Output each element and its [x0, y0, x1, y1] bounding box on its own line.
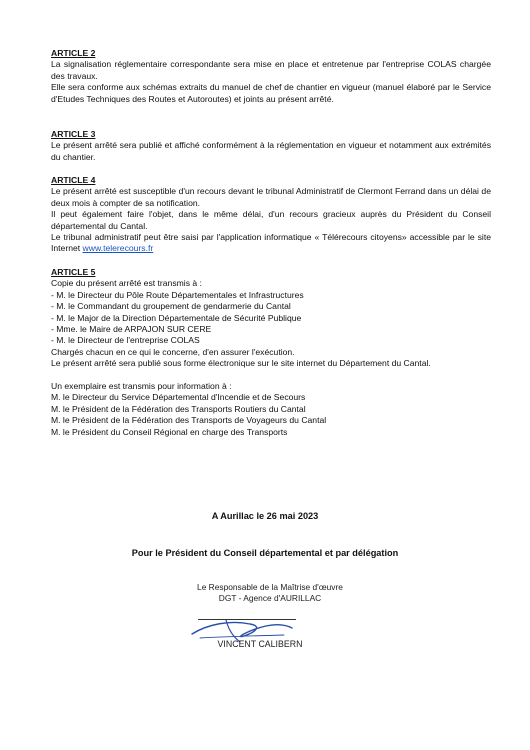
article-5-line: - M. le Commandant du groupement de gendarmerie du Cantal: [51, 301, 291, 312]
article-5-heading: ARTICLE 5: [51, 267, 96, 277]
article-5-line: Copie du présent arrêté est transmis à :: [51, 278, 202, 289]
article-3-heading: ARTICLE 3: [51, 129, 96, 139]
article-4-heading: ARTICLE 4: [51, 175, 96, 185]
signature-title-line-2: DGT - Agence d'AURILLAC: [218, 593, 322, 603]
information-line: M. le Président du Conseil Régional en charge des Transports: [51, 426, 288, 437]
article-4-paragraph-2: Il peut également faire l'objet, dans le même délai, d'un recours gracieux auprès du Président du Conseil départemental du Cantal.: [51, 209, 491, 231]
article-3: [51, 129, 491, 163]
signature-title: [180, 582, 360, 604]
article-3-paragraph-1: Le présent arrêté sera publié et affiché conformément à la réglementation en vigueur et notamment aux extrémités du chantier.: [51, 140, 491, 162]
article-4: [51, 175, 491, 255]
article-2-heading: ARTICLE 2: [51, 48, 96, 58]
article-5-line: Le présent arrêté sera publié sous forme électronique sur le site internet du Département du Cantal.: [51, 358, 431, 369]
signatory-name: VINCENT CALIBERN: [217, 639, 303, 649]
article-4-paragraph-3: [51, 232, 491, 255]
article-4-paragraph-1: Le présent arrêté est susceptible d'un recours devant le tribunal Administratif de Clermont Ferrand dans un délai de deux mois à compter de sa notification.: [51, 186, 491, 208]
information-line: M. le Président de la Fédération des Transports Routiers du Cantal: [51, 403, 306, 414]
information-line: M. le Président de la Fédération des Transports de Voyageurs du Cantal: [51, 415, 327, 426]
place-date: A Aurillac le 26 mai 2023: [211, 511, 319, 521]
article-2: [51, 48, 491, 105]
article-5: [51, 267, 491, 370]
information-intro: Un exemplaire est transmis pour information à :: [51, 381, 232, 391]
article-4-paragraph-3-text: Le tribunal administratif peut être saisi par l'application informatique « Télérecours citoyens» accessible par le site Internet: [51, 232, 491, 254]
article-5-line: Chargés chacun en ce qui le concerne, d'en assurer l'exécution.: [51, 346, 295, 357]
delegation-line: Pour le Président du Conseil départemental et par délégation: [131, 548, 399, 558]
article-5-line: - Mme. le Maire de ARPAJON SUR CERE: [51, 324, 212, 335]
signature-title-line-1: Le Responsable de la Maîtrise d'œuvre: [197, 582, 343, 592]
information-line: M. le Directeur du Service Départemental d'Incendie et de Secours: [51, 392, 306, 403]
article-5-line: - M. le Directeur du Pôle Route Départementales et Infrastructures: [51, 289, 304, 300]
telerecours-link[interactable]: www.telerecours.fr: [82, 243, 154, 254]
article-2-paragraph-1: La signalisation réglementaire correspondante sera mise en place et entretenue par l'entreprise COLAS chargée des travaux.: [51, 59, 491, 81]
article-5-line: - M. le Major de la Direction Départementale de Sécurité Publique: [51, 312, 302, 323]
article-2-paragraph-2: Elle sera conforme aux schémas extraits du manuel de chef de chantier en vigueur (manuel élaboré par le Service d'Etudes Techniques des Routes et Autoroutes) et joints au présent arrêté.: [51, 82, 491, 104]
article-5-line: - M. le Directeur de l'entreprise COLAS: [51, 335, 200, 346]
signature-rule: [198, 619, 296, 620]
information-recipients: [51, 381, 491, 438]
